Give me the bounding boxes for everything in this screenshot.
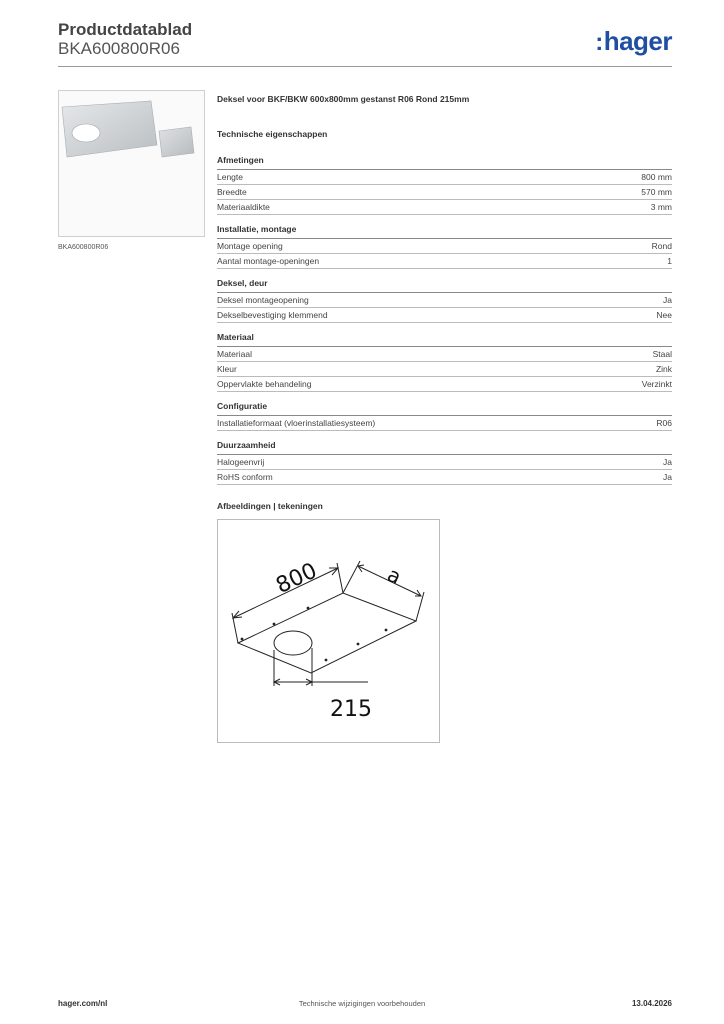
property-row [217, 185, 672, 200]
property-group [217, 401, 672, 431]
property-row [217, 362, 672, 377]
property-group-title: Afmetingen [217, 155, 672, 170]
dimension-drawing [218, 520, 439, 742]
property-group [217, 155, 672, 215]
property-value: Zink [655, 364, 672, 374]
property-row [217, 308, 672, 323]
tech-properties-heading: Technische eigenschappen [217, 129, 328, 139]
property-group [217, 224, 672, 269]
property-group-title: Duurzaamheid [217, 440, 672, 455]
footer-date: 13.04.2026 [631, 999, 672, 1008]
property-group-title: Deksel, deur [217, 278, 672, 293]
property-row [217, 455, 672, 470]
page-title: Productdatablad [58, 20, 193, 39]
property-group-title: Materiaal [217, 332, 672, 347]
property-value: 570 mm [641, 187, 672, 197]
property-label: Aantal montage-openingen [217, 256, 320, 266]
property-value: Ja [663, 457, 672, 467]
property-value: Staal [652, 349, 672, 359]
property-group-title: Installatie, montage [217, 224, 672, 239]
property-label: Breedte [217, 187, 247, 197]
product-photo-image [59, 91, 204, 236]
property-label: RoHS conform [217, 472, 273, 482]
property-label: Materiaal [217, 349, 252, 359]
property-row [217, 416, 672, 431]
property-row [217, 377, 672, 392]
property-label: Kleur [217, 364, 237, 374]
property-row [217, 347, 672, 362]
header-divider [58, 66, 672, 67]
product-photo [58, 90, 205, 237]
footer-website-link[interactable]: hager.com/nl [58, 999, 108, 1008]
width-dimension-label: a [383, 562, 406, 590]
property-label: Montage opening [217, 241, 283, 251]
property-group [217, 332, 672, 392]
property-value: Rond [651, 241, 672, 251]
property-groups [217, 155, 672, 485]
property-group [217, 278, 672, 323]
hager-logo [595, 28, 672, 56]
length-dimension-label: 800 [272, 558, 321, 599]
property-value: 3 mm [650, 202, 672, 212]
logo-text: hager [603, 26, 672, 56]
property-label: Dekselbevestiging klemmend [217, 310, 328, 320]
images-heading: Afbeeldingen | tekeningen [217, 501, 323, 511]
property-value: Ja [663, 295, 672, 305]
property-label: Deksel montageopening [217, 295, 309, 305]
property-value: Ja [663, 472, 672, 482]
plate-outline [238, 593, 416, 673]
property-row [217, 293, 672, 308]
hole-dimension-label: 215 [330, 697, 372, 722]
property-row [217, 470, 672, 485]
property-value: 1 [667, 256, 672, 266]
property-label: Installatieformaat (vloerinstallatiesysteem) [217, 418, 376, 428]
property-row [217, 254, 672, 269]
property-value: Nee [656, 310, 672, 320]
property-value: Verzinkt [641, 379, 672, 389]
property-group-title: Configuratie [217, 401, 672, 416]
product-title: Deksel voor BKF/BKW 600x800mm gestanst R06 Rond 215mm [217, 94, 470, 104]
property-label: Lengte [217, 172, 243, 182]
property-label: Halogeenvrij [217, 457, 265, 467]
property-value: R06 [656, 418, 672, 428]
photo-caption: BKA600800R06 [58, 244, 109, 251]
technical-drawing [217, 519, 440, 743]
property-row [217, 170, 672, 185]
logo-colon-icon: : [595, 29, 603, 56]
property-row [217, 239, 672, 254]
property-label: Materiaaldikte [217, 202, 270, 212]
property-value: 800 mm [641, 172, 672, 182]
property-group [217, 440, 672, 485]
property-row [217, 200, 672, 215]
product-code: BKA600800R06 [58, 39, 180, 58]
footer-disclaimer: Technische wijzigingen voorbehouden [298, 999, 426, 1008]
content-column [217, 93, 672, 743]
property-label: Oppervlakte behandeling [217, 379, 312, 389]
